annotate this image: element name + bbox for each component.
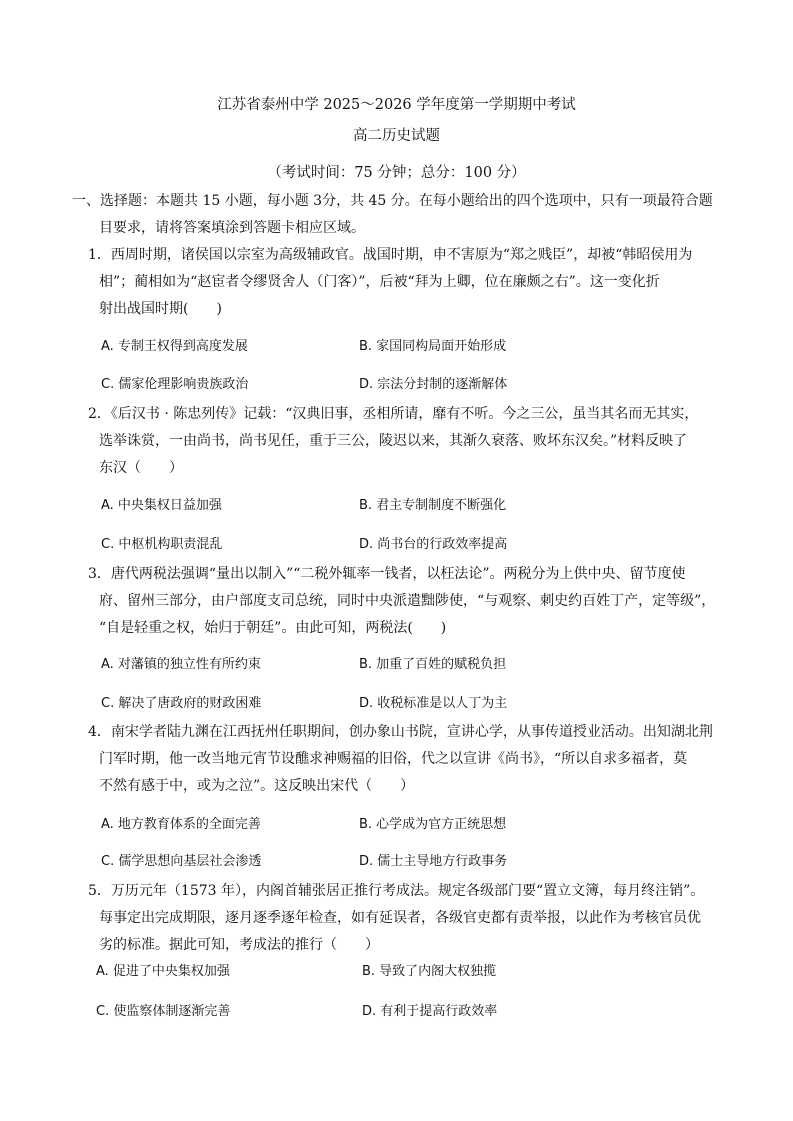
option-c: C. 儒家伦理影响贵族政治 <box>101 377 249 392</box>
question-text-line: 劣的标准。据此可知，考成法的推行（ ） <box>99 937 379 953</box>
option-c: C. 使监察体制逐渐完善 <box>96 1004 231 1019</box>
question-text-line: 不然有感于中，或为之泣”。这反映出宋代（ ） <box>99 778 415 794</box>
exam-info: （考试时间：75 分钟；总分：100 分） <box>267 165 526 181</box>
option-a: A. 中央集权日益加强 <box>101 498 222 513</box>
option-a: A. 专制王权得到高度发展 <box>101 339 248 354</box>
option-d: D. 宗法分封制的逐渐解体 <box>359 377 508 392</box>
question-text-line: 相”；蔺相如为“赵宦者令缪贤舍人（门客）”，后被“拜为上卿，位在廉颇之右”。这一变化折 <box>99 274 660 290</box>
option-c: C. 解决了唐政府的财政困难 <box>101 696 262 711</box>
question-text-line: 射出战国时期( ) <box>99 301 222 317</box>
question-text-line: “自是轻重之权，始归于朝廷”。由此可知，两税法( ) <box>99 620 447 636</box>
option-a: A. 促进了中央集权加强 <box>96 964 230 979</box>
option-d: D. 儒士主导地方行政事务 <box>359 854 508 869</box>
option-d: D. 收税标准是以人丁为主 <box>359 696 508 711</box>
section-instruction-line2: 目要求，请将答案填涂到答题卡相应区域。 <box>99 220 365 236</box>
section-instruction-line1: 一、选择题：本题共 15 小题，每小题 3分，共 45 分。在每小题给出的四个选项中，只有一项最符合题 <box>72 193 713 209</box>
option-b: B. 君主专制制度不断强化 <box>359 498 507 513</box>
option-b: B. 心学成为官方正统思想 <box>359 817 507 832</box>
question-text-line: 1．西周时期，诸侯国以宗室为高级辅政官。战国时期，申不害原为“郑之贱臣”，却被“韩昭侯用为 <box>88 247 693 263</box>
option-d: D. 有利于提高行政效率 <box>362 1004 498 1019</box>
question-text-line: 门军时期，他一改当地元宵节设醮求神赐福的旧俗，代之以宣讲《尚书》，“所以自求多福者，莫 <box>99 751 688 767</box>
option-b: B. 加重了百姓的赋税负担 <box>359 657 507 672</box>
question-text-line: 2．《后汉书 · 陈忠列传》记载：“汉典旧事，丞相所请，靡有不听。今之三公，虽当其名而无其实， <box>88 406 699 422</box>
question-text-line: 选举诛赏，一由尚书，尚书见任，重于三公，陵迟以来，其渐久衰落、败坏东汉矣。”材料反映了 <box>99 433 688 449</box>
exam-title: 江苏省泰州中学 2025～2026 学年度第一学期期中考试 <box>217 97 576 113</box>
question-text-line: 每事定出完成期限，逐月逐季逐年检查，如有延误者，各级官吏都有责举报，以此作为考核官员优 <box>99 910 701 926</box>
question-text-line: 5．万历元年（1573 年），内阁首辅张居正推行考成法。规定各级部门要“置立文簿，每月终注销”。 <box>88 883 705 899</box>
question-text-line: 3．唐代两税法强调“量出以制入”“二税外辄率一钱者，以枉法论”。两税分为上供中央、留节度使 <box>88 566 686 582</box>
exam-subject: 高二历史试题 <box>353 128 440 144</box>
option-b: B. 导致了内阁大权独揽 <box>362 964 497 979</box>
question-text-line: 府、留州三部分，由户部度支司总统，同时中央派遣黜陟使，“与观察、刺史约百姓丁产，定等级”， <box>99 593 716 609</box>
option-a: A. 对藩镇的独立性有所约束 <box>101 657 261 672</box>
option-d: D. 尚书台的行政效率提高 <box>359 537 508 552</box>
option-a: A. 地方教育体系的全面完善 <box>101 817 261 832</box>
option-c: C. 儒学思想向基层社会渗透 <box>101 854 262 869</box>
question-text-line: 4．南宋学者陆九渊在江西抚州任职期间，创办象山书院，宣讲心学，从事传道授业活动。出知湖北荆 <box>88 724 713 740</box>
option-b: B. 家国同构局面开始形成 <box>359 339 507 354</box>
question-text-line: 东汉（ ） <box>99 460 183 476</box>
option-c: C. 中枢机构职责混乱 <box>101 537 223 552</box>
